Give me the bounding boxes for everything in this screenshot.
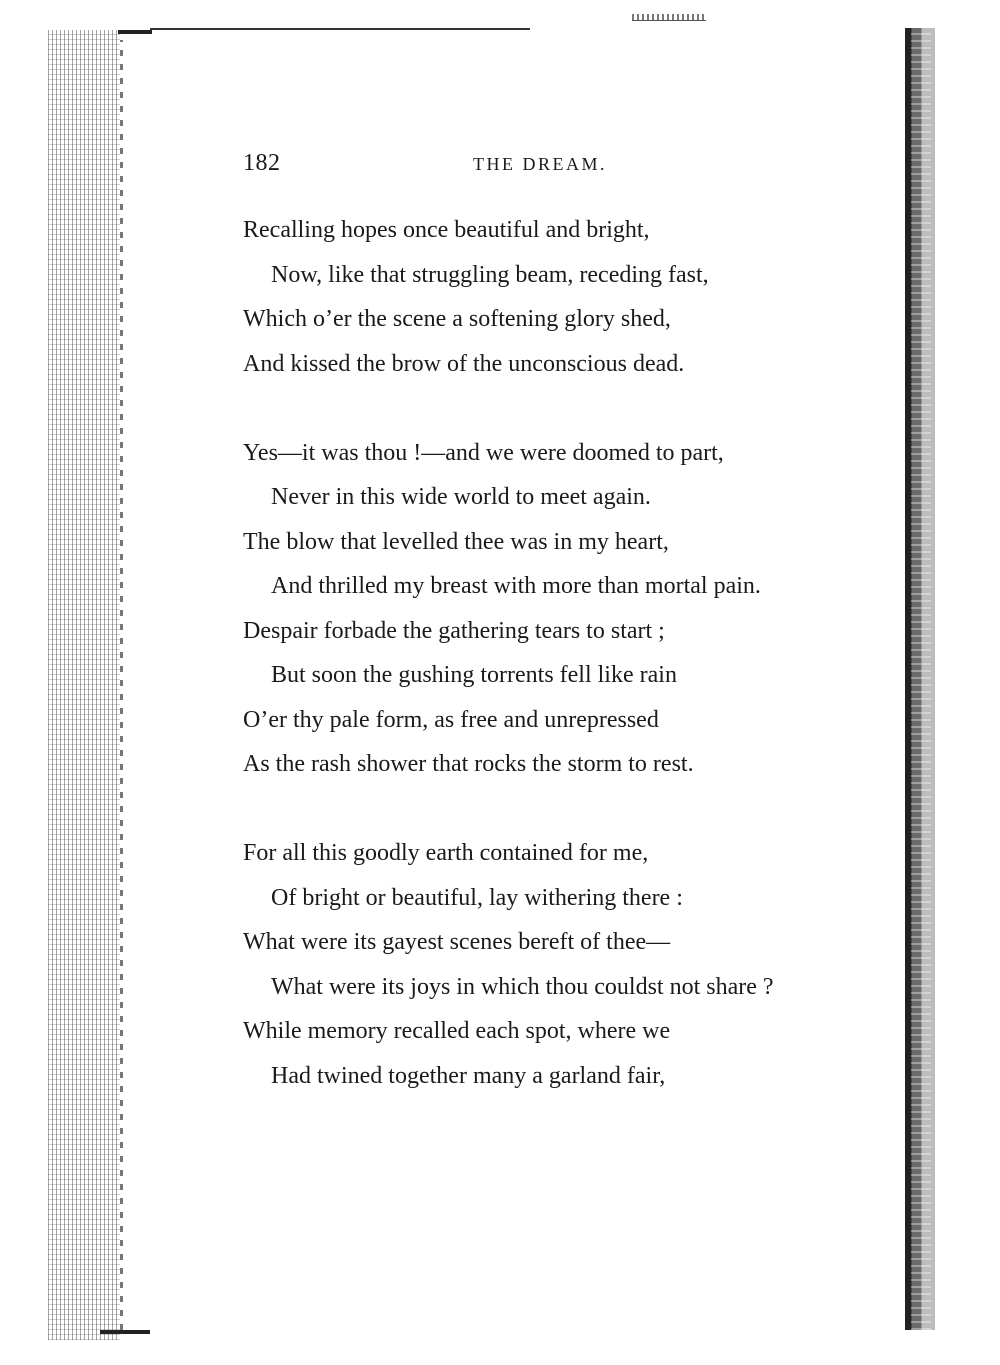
page-number: 182 (243, 150, 281, 176)
stanza-1 (243, 208, 883, 386)
running-title: THE DREAM. (473, 154, 607, 174)
stanza-3 (243, 831, 883, 1098)
stanza-gap (243, 386, 883, 431)
verse-line: And kissed the brow of the unconscious dead. (243, 350, 685, 377)
verse-line: Now, like that struggling beam, receding fast, (271, 261, 709, 288)
verse-line: But soon the gushing torrents fell like rain (271, 662, 677, 688)
verse-line: Never in this wide world to meet again. (271, 484, 651, 510)
verse-line: The blow that levelled thee was in my heart, (243, 528, 669, 555)
poem-body (243, 208, 883, 1098)
verse-line: Recalling hopes once beautiful and bright, (243, 217, 650, 243)
binding-gutter-shadow (48, 30, 120, 1340)
bottom-edge-mark (100, 1330, 150, 1334)
top-margin-scribble (632, 14, 706, 21)
verse-line: What were its gayest scenes bereft of thee— (243, 929, 671, 955)
verse-line: While memory recalled each spot, where we (243, 1018, 671, 1044)
verse-line: Yes—it was thou !—and we were doomed to part, (243, 439, 724, 466)
verse-line: Had twined together many a garland fair, (271, 1062, 666, 1089)
stanza-2 (243, 431, 883, 787)
verse-line: O’er thy pale form, as free and unrepressed (243, 706, 659, 733)
verse-line: Which o’er the scene a softening glory shed, (243, 306, 671, 332)
top-rule (150, 28, 530, 30)
stanza-gap (243, 787, 883, 832)
verse-line: As the rash shower that rocks the storm to rest. (243, 751, 694, 777)
right-page-edge (905, 28, 935, 1330)
top-edge-mark (118, 30, 152, 34)
verse-line: Despair forbade the gathering tears to start ; (243, 617, 665, 644)
verse-line: For all this goodly earth contained for me, (243, 840, 649, 866)
running-header (243, 150, 863, 184)
verse-line: And thrilled my breast with more than mortal pain. (271, 573, 761, 599)
verse-line: Of bright or beautiful, lay withering there : (271, 884, 683, 911)
binding-edge (120, 40, 123, 1330)
verse-line: What were its joys in which thou couldst not share ? (271, 973, 774, 1000)
